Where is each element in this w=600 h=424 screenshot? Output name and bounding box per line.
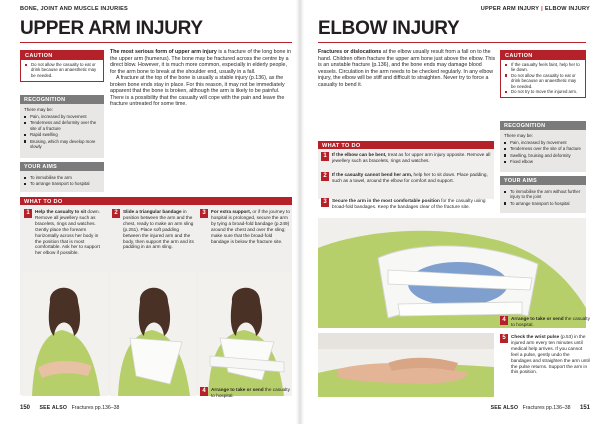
right-page <box>304 0 600 424</box>
recognition-lead: There may be: <box>504 133 534 138</box>
see-also-link[interactable]: Fractures pp.136–38 <box>522 405 571 411</box>
page-gutter <box>296 0 304 424</box>
page-footer <box>20 405 119 411</box>
page-title: ELBOW INJURY <box>318 18 460 39</box>
aims-item: To immobilise the arm <box>24 175 100 180</box>
step-number: 2 <box>112 209 120 218</box>
step-number: 1 <box>24 209 32 218</box>
step-4 <box>500 316 590 328</box>
step-text: help her to sit down. Place padding, such as a towel, around the elbow for comfort and support. <box>332 172 488 183</box>
step-number: 4 <box>200 387 208 396</box>
step-text: in position between the arm and the chest, ready to make an arm sling (p.251). Place soft padding between the injured arm and the body, then support the arm and its padding in an arm sling. <box>123 209 194 250</box>
intro-body: at the elbow usually result from a fall on to the hand. Children often fracture the upper arm bone just above the elbow. This is an unstable fracture (p.136), and the bone ends may damage blood vessels. Circulation in the arm needs to be checked regularly. In any elbow injury, the elbow will be stiff and difficult to straighten. Never try to force a casualty to bend it. <box>318 49 496 88</box>
step-lead: Check the wrist pulse <box>511 334 560 339</box>
caution-item: Do not allow the casualty to eat or drink because an anaesthetic may be needed. <box>505 73 581 89</box>
caution-item: Do not try to move the injured arm. <box>505 89 581 94</box>
left-page <box>0 0 296 424</box>
recognition-panel <box>20 104 104 158</box>
step-3 <box>200 209 290 244</box>
recognition-heading: RECOGNITION <box>500 121 586 130</box>
aims-heading: YOUR AIMS <box>20 162 104 171</box>
recognition-item: Rapid swelling <box>24 132 100 137</box>
photo-elbow-bandaged <box>318 218 586 328</box>
title-rule <box>318 42 586 43</box>
step-text: (p.53) in the injured arm every ten minutes until medical help arrives. If you cannot feel a pulse, gently undo the bandages and straighten the arm until the pulse returns. Support the arm in this position. <box>511 334 590 375</box>
recognition-item: Tenderness over the site of a fracture <box>504 146 582 151</box>
step-4 <box>200 387 292 399</box>
step-number: 3 <box>321 198 329 207</box>
section-label-current: ELBOW INJURY <box>544 6 590 12</box>
step-lead: Secure the arm in the most comfortable position <box>332 198 440 203</box>
recognition-lead: There may be: <box>24 107 54 112</box>
recognition-heading: RECOGNITION <box>20 95 104 104</box>
step-1 <box>24 209 104 256</box>
step-text: the casualty to hospital. <box>211 387 290 398</box>
page-footer <box>491 405 590 411</box>
recognition-item: Swelling, bruising and deformity <box>504 153 582 158</box>
page-number: 151 <box>579 405 590 411</box>
step-text: treat as for upper arm injury opposite. Remove all jewellery such as bracelets, rings and watches. <box>332 152 491 163</box>
caution-heading: CAUTION <box>501 51 585 60</box>
photo-wrist-pulse <box>318 333 494 397</box>
recognition-item: Pain, increased by movement <box>504 140 582 145</box>
step-lead: Arrange to take or send <box>511 316 564 321</box>
see-also-label: SEE ALSO <box>39 405 68 411</box>
intro-text <box>318 49 498 88</box>
recognition-panel <box>500 130 586 172</box>
intro-lead: The most serious form of upper arm injury <box>110 49 217 55</box>
aims-item: To arrange transport to hospital <box>24 181 100 186</box>
caution-item: Do not allow the casualty to eat or drink because an anaesthetic may be needed. <box>25 62 99 78</box>
step-number: 2 <box>321 172 329 181</box>
step-lead: Arrange to take or send <box>211 387 264 392</box>
step-text: for the casualty using broad-fold bandages. Keep the bandages clear of the fracture site. <box>332 198 486 209</box>
section-label: BONE, JOINT AND MUSCLE INJURIES <box>20 6 128 12</box>
intro-lead: Fractures or dislocations <box>318 49 382 55</box>
aims-panel <box>500 185 586 213</box>
caution-heading: CAUTION <box>21 51 103 60</box>
see-also-link[interactable]: Fractures pp.136–38 <box>71 405 120 411</box>
step-lead: Slide a triangular bandage <box>123 209 182 214</box>
step-5 <box>500 334 590 375</box>
step-text: down. Remove all jewellery such as bracelets, rings and watches. Gently place the forearm horizontally across her body in the position that is most comfortable. Ask her to support her elbow if possible. <box>35 209 100 256</box>
step-2 <box>321 172 493 184</box>
section-label-prev: UPPER ARM INJURY <box>480 6 540 12</box>
recognition-item: Bruising, which may develop more slowly <box>24 139 100 150</box>
step-text: the casualty to hospital. <box>511 316 590 327</box>
section-label: UPPER ARM INJURY | ELBOW INJURY <box>480 6 590 12</box>
caution-box <box>20 50 104 82</box>
aims-item: To immobilise the arm without further injury to the joint <box>504 189 582 200</box>
recognition-item: Fixed elbow <box>504 159 582 164</box>
step-2 <box>112 209 196 250</box>
aims-item: To arrange transport to hospital <box>504 201 582 206</box>
step-number: 4 <box>500 316 508 325</box>
step-lead: Help the casualty to sit <box>35 209 87 214</box>
step-1 <box>321 152 493 164</box>
title-rule <box>20 42 292 43</box>
page-title: UPPER ARM INJURY <box>20 18 203 39</box>
see-also-label: SEE ALSO <box>490 405 519 411</box>
step-lead: If the casualty cannot bend her arm, <box>332 172 413 177</box>
step-number: 1 <box>321 152 329 161</box>
page-number: 150 <box>20 405 31 411</box>
photo-triangular-bandage <box>110 272 196 396</box>
aims-heading: YOUR AIMS <box>500 176 586 185</box>
photo-broad-fold-bandage <box>198 272 292 396</box>
caution-item: If the casualty feels faint, help her to lie down. <box>505 62 581 73</box>
recognition-item: Tenderness and deformity over the site of a fracture <box>24 120 100 131</box>
what-to-do-heading: WHAT TO DO <box>20 197 292 206</box>
photo-casualty-holding-arm <box>22 272 108 396</box>
intro-body: is a fracture of the long bone in the upper arm (humerus). The bone may be fractured across the centre by a direct blow. However, it is much more common, especially in elderly people, for the arm bone to break at the shoulder end, usually in a fall. <box>110 49 292 75</box>
aims-panel <box>20 171 104 192</box>
what-to-do-heading: WHAT TO DO <box>318 141 494 150</box>
step-lead: If the elbow can be bent, <box>332 152 387 157</box>
intro-paragraph-2: A fracture at the top of the bone is usually a stable injury (p.136), as the broken bone ends stay in place. For this reason, it may not be immediately apparent that the bone is broken, although the arm is likely to be painful. There is a possibility that the casualty will cope with the pain and leave the fracture untreated for some time. <box>110 75 285 108</box>
intro-text <box>110 49 292 108</box>
step-text: or if the journey to hospital is prolonged, secure the arm by tying a broad-fold bandage (p.249) around the chest and over the sling; make sure that the broad-fold bandage is below the fracture site. <box>211 209 290 244</box>
caution-box <box>500 50 586 98</box>
step-3 <box>321 198 499 210</box>
step-lead: For extra support, <box>211 209 252 214</box>
step-number: 3 <box>200 209 208 218</box>
recognition-item: Pain, increased by movement <box>24 114 100 119</box>
step-number: 5 <box>500 334 508 343</box>
